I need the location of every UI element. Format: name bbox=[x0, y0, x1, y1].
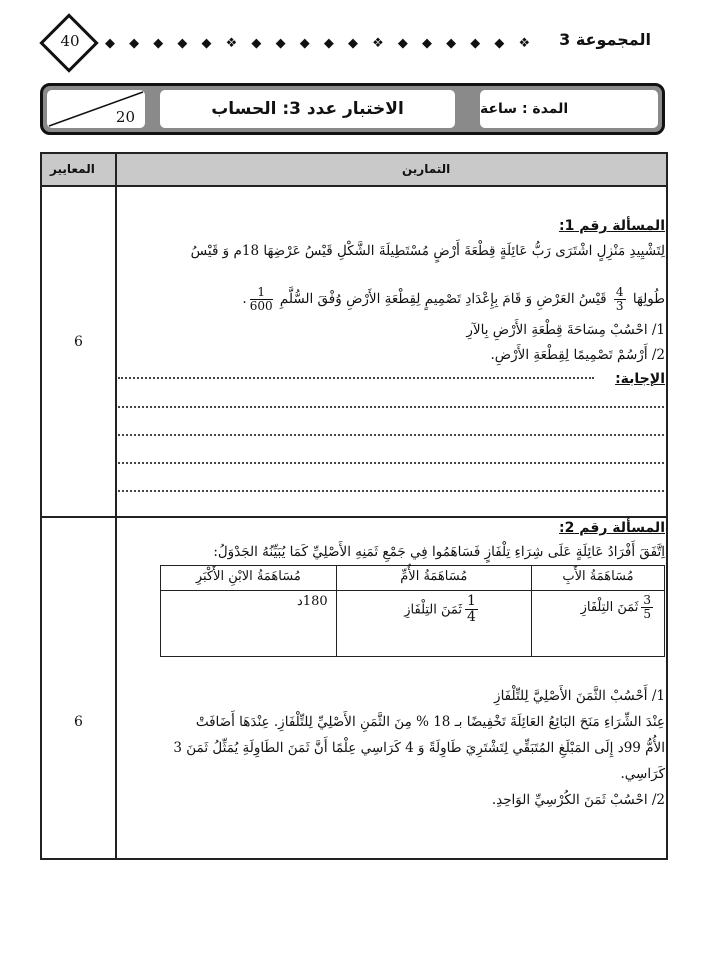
title-bar bbox=[40, 83, 665, 135]
son-contribution: 180د bbox=[161, 591, 337, 657]
father-contribution bbox=[531, 591, 664, 657]
criteria-header: المعايير bbox=[50, 162, 95, 176]
header-mother: مُسَاهَمَةُ الأُمِّ bbox=[336, 566, 531, 591]
fraction-3-5 bbox=[641, 594, 653, 621]
answer-line[interactable] bbox=[118, 406, 664, 408]
fraction-1-600 bbox=[250, 286, 273, 313]
denominator: 5 bbox=[643, 607, 651, 622]
answer-line[interactable] bbox=[118, 490, 664, 492]
total-mark: 40 bbox=[60, 32, 80, 50]
mother-contribution bbox=[336, 591, 531, 657]
ornament-border: ◆ ◆ ◆ ◆ ◆ ❖ ◆ ◆ ◆ ◆ ◆ ❖ ◆ ◆ ◆ ◆ ◆ ❖ bbox=[105, 36, 536, 51]
fraction-1-4 bbox=[465, 594, 478, 626]
row-divider bbox=[42, 516, 666, 518]
exercises-header: التمارين bbox=[402, 162, 451, 176]
problem2-para-line1: عِنْدَ الشِّرَاءِ مَنَحَ البَائِعُ العَائِلَةَ تَخْفِيضًا بـ 18 % مِنَ الثَّمَنِ الأَصْلِيِّ لِلتِّلْفَازِ. عِنْدَهَا أَضَافَتْ bbox=[195, 714, 665, 730]
problem1-line2: طُولِهَا $\frac{4}{3}$ قَيْسُ العَرْضِ وَ قَامَ بِإِعْدَادِ تَصْمِيمٍ لِقِطْعَةِ الأَرْضِ وُفْقَ السُّلَّمِ $\frac{1}{600}$ . bbox=[242, 285, 665, 314]
answer-line[interactable] bbox=[118, 434, 664, 436]
problem1-line1: لِتَشْيِيدِ مَنْزِلٍ اشْتَرَى رَبُّ عَائِلَةٍ قِطْعَةَ أَرْضٍ مُسْتَطِيلَةَ الشَّكْلِ قَيْسُ عَرْضِهَا 18م وَ قَيْسُ bbox=[190, 243, 665, 259]
answer-label: الإجابة: bbox=[615, 371, 665, 387]
answer-line[interactable] bbox=[118, 462, 664, 464]
problem1-title: المسألة رقم 1: bbox=[558, 218, 665, 234]
numerator: 1 bbox=[250, 286, 273, 300]
criteria-problem1: 6 bbox=[74, 334, 83, 350]
numerator: 1 bbox=[467, 593, 476, 609]
text: ثَمَنَ التِلْفَازِ bbox=[404, 602, 463, 618]
table-header bbox=[42, 154, 666, 187]
text: طُولِهَا bbox=[632, 291, 665, 308]
group-label: المجموعة 3 bbox=[559, 30, 651, 49]
denominator: 4 bbox=[467, 609, 476, 626]
header-father: مُسَاهَمَةُ الأَبِ bbox=[531, 566, 664, 591]
answer-line[interactable] bbox=[118, 377, 594, 379]
problem1-question2: 2/ أَرْسُمْ تَصْمِيمًا لِقِطْعَةِ الأَرْضِ. bbox=[490, 347, 665, 363]
fraction-4-3 bbox=[614, 286, 626, 313]
problem1-question1: 1/ احْسُبْ مِسَاحَةَ قِطْعَةِ الأَرْضِ بِالآرِ bbox=[466, 322, 665, 338]
problem2-para-line2: الأُمُّ 99د إِلَى المَبْلَغِ المُتَبَقِّي لِتَشْتَرِيَ طَاوِلَةً وَ 4 كَرَاسِي عِلْمًا أَنَّ ثَمَنَ الطَاوِلَةِ يُمَثِّلُ ثَمَنَ 3 bbox=[173, 740, 665, 756]
header-son: مُسَاهَمَةُ الابْنِ الأَكْبَرِ bbox=[161, 566, 337, 591]
problem2-title: المسألة رقم 2: bbox=[558, 520, 665, 536]
exam-title: الاختبار عدد 3: الحساب bbox=[160, 90, 455, 128]
criteria-problem2: 6 bbox=[74, 714, 83, 730]
problem2-para-line3: كَرَاسِي. bbox=[620, 766, 665, 782]
problem2-question2: 2/ احْسُبْ ثَمَنَ الكُرْسِيِّ الوَاحِدِ. bbox=[491, 792, 665, 808]
score-out-of: 20 bbox=[115, 108, 135, 126]
column-divider bbox=[115, 154, 117, 858]
score-box bbox=[47, 90, 145, 128]
text: قَيْسُ العَرْضِ وَ قَامَ بِإِعْدَادِ تَصْمِيمٍ لِقِطْعَةِ الأَرْضِ وُفْقَ السُّلَّمِ bbox=[279, 291, 607, 308]
denominator: 600 bbox=[249, 299, 273, 314]
text: ثَمَنَ التِلْفَازِ bbox=[580, 600, 639, 616]
numerator: 3 bbox=[643, 593, 651, 607]
problem2-question1: 1/ أَحْسُبْ الثَّمَنَ الأَصْلِيَّ لِلتِّلْفَازِ bbox=[494, 688, 665, 704]
problem2-intro: اِتَّفَقَ أَفْرَادُ عَائِلَةٍ عَلَى شِرَاءِ تِلْفَازٍ فَسَاهَمُوا فِي جَمْعِ ثَمَنِهِ الأَصْلِيِّ كَمَا يُبَيِّنُهُ الجَدْوَلُ: bbox=[213, 544, 665, 560]
contributions-table bbox=[160, 565, 665, 657]
denominator: 3 bbox=[615, 299, 624, 314]
numerator: 4 bbox=[615, 285, 624, 299]
duration: المدة : ساعة bbox=[480, 90, 658, 128]
